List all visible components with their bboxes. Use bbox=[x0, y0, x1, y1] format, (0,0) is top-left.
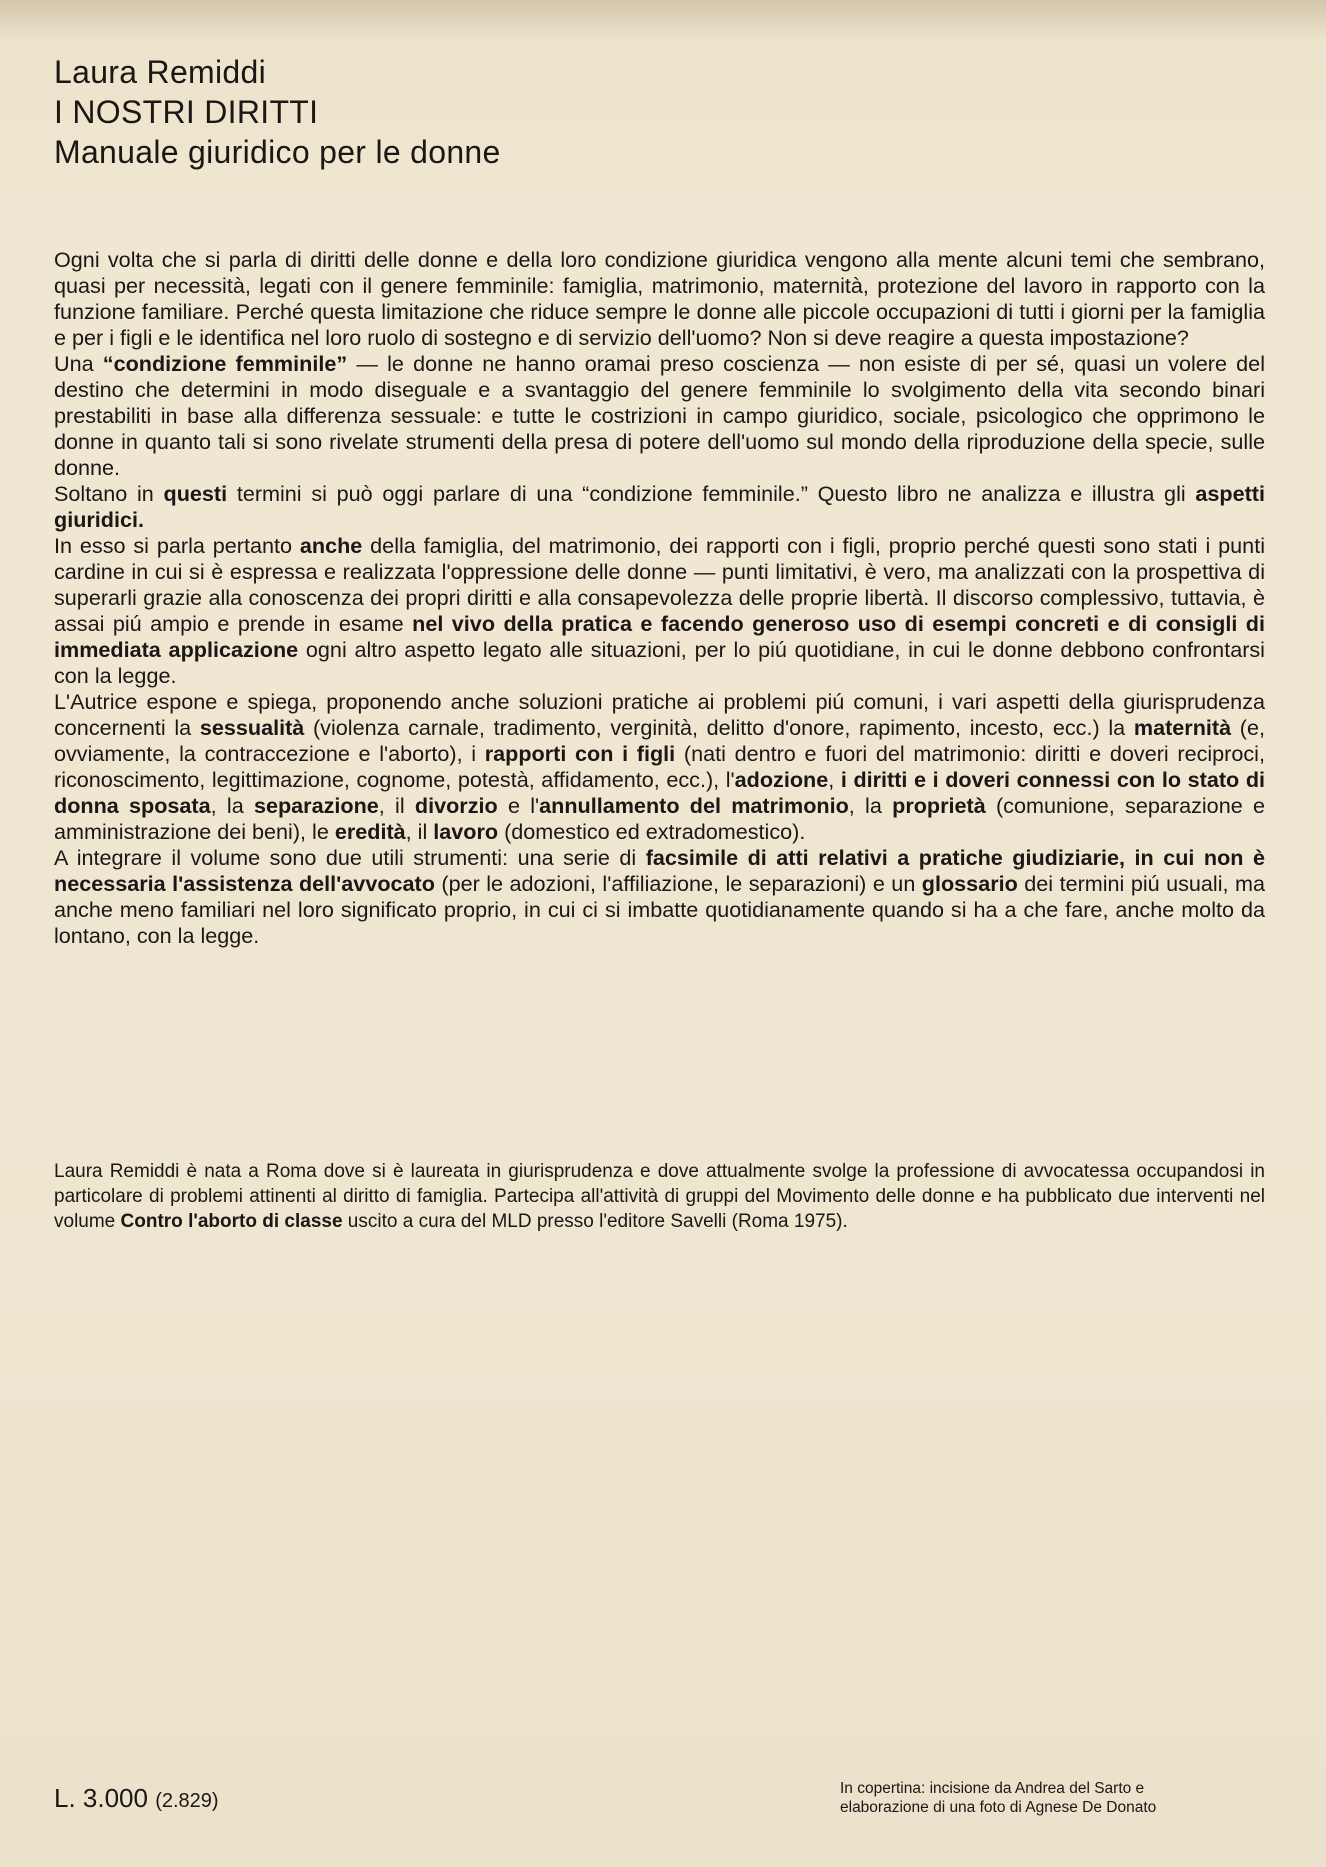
blurb-paragraph-5: L'Autrice espone e spiega, proponendo anche soluzioni pratiche ai problemi piú comuni, i vari aspetti della giurisprudenza concernenti la sessualità (violenza carnale, tradimento, verginità, delitto d'onore, rapimento, incesto, ecc.) la maternità (e, ovviamente, la contraccezione e l'aborto), i rapporti con i figli (nati dentro e fuori del matrimonio: diritti e doveri reciproci, riconoscimento, legittimazione, cognome, potestà, affidamento, ecc.), l'adozione, i diritti e i doveri connessi con lo stato di donna sposata, la separazione, il divorzio e l'annullamento del matrimonio, la proprietà (comunione, separazione e amministrazione dei beni), le eredità, il lavoro (domestico ed extradomestico). bbox=[54, 689, 1266, 844]
cited-book-title: Contro l'aborto di classe bbox=[120, 1211, 343, 1232]
book-subtitle: Manuale giuridico per le donne bbox=[54, 134, 501, 170]
book-header bbox=[54, 52, 954, 172]
blurb-paragraph-6: A integrare il volume sono due utili strumenti: una serie di facsimile di atti relativi a pratiche giudiziarie, in cui non è necessaria l'assistenza dell'avvocato (per le adozioni, l'affiliazione, le separazioni) e un glossario dei termini piú usuali, ma anche meno familiari nel loro significato proprio, in cui ci si imbatte quotidianamente quando si ha a che fare, anche molto da lontano, con la legge. bbox=[54, 845, 1265, 948]
price-code: (2.829) bbox=[155, 1790, 219, 1812]
price bbox=[54, 1783, 219, 1814]
book-title: I NOSTRI DIRITTI bbox=[54, 94, 319, 130]
blurb-paragraph-4: In esso si parla pertanto anche della famiglia, del matrimonio, dei rapporti con i figli, proprio perché questi sono stati i punti cardine in cui si è espressa e realizzata l'oppressione delle donne — punti limitativi, è vero, ma analizzati con la prospettiva di superarli grazie alla conoscenza dei propri diritti e alla consapevolezza delle proprie libertà. Il discorso complessivo, tuttavia, è assai piú ampio e prende in esame nel vivo della pratica e facendo generoso uso di esempi concreti e di consigli di immediata applicazione ogni altro aspetto legato alle situazioni, per lo piú quotidiane, in cui le donne debbono confrontarsi con la legge. bbox=[54, 533, 1265, 688]
price-main: L. 3.000 bbox=[54, 1783, 148, 1813]
cover-credits-line-2: elaborazione di una foto di Agnese De Donato bbox=[840, 1799, 1157, 1816]
author-name: Laura Remiddi bbox=[54, 54, 267, 90]
cover-credits-line-1: In copertina: incisione da Andrea del Sarto e bbox=[840, 1780, 1145, 1797]
blurb-paragraph-2: Una “condizione femminile” — le donne ne hanno oramai preso coscienza — non esiste di per sé, quasi un volere del destino che determini in modo diseguale e a svantaggio del genere femminile lo svolgimento della vita secondo binari prestabiliti in base alla differenza sessuale: e tutte le costrizioni in campo giuridico, sociale, psicologico che opprimono le donne in quanto tali si sono rivelate strumenti della presa di potere dell'uomo sul mondo della riproduzione della specie, sulle donne. bbox=[54, 351, 1265, 480]
author-bio: Laura Remiddi è nata a Roma dove si è laureata in giurisprudenza e dove attualmente svolge la professione di avvocatessa occupandosi in particolare di problemi attinenti al diritto di famiglia. Partecipa all'attività di gruppi del Movimento delle donne e ha pubblicato due interventi nel volume Contro l'aborto di classe uscito a cura del MLD presso l'editore Savelli (Roma 1975). bbox=[54, 1161, 1265, 1232]
page-edge-shadow bbox=[0, 0, 1326, 40]
cover-credits bbox=[840, 1779, 1275, 1817]
blurb bbox=[54, 247, 1265, 949]
blurb-paragraph-1: Ogni volta che si parla di diritti delle donne e della loro condizione giuridica vengono alla mente alcuni temi che sembrano, quasi per necessità, legati con il genere femminile: famiglia, matrimonio, maternità, protezione del lavoro in rapporto con la funzione familiare. Perché questa limitazione che riduce sempre le donne alle piccole occupazioni di tutti i giorni per la famiglia e per i figli e le identifica nel loro ruolo di sostegno e di servizio dell'uomo? Non si deve reagire a questa impostazione? bbox=[54, 247, 1265, 350]
blurb-paragraph-3: Soltano in questi termini si può oggi parlare di una “condizione femminile.” Questo libro ne analizza e illustra gli aspetti giuridici. bbox=[54, 481, 1265, 532]
